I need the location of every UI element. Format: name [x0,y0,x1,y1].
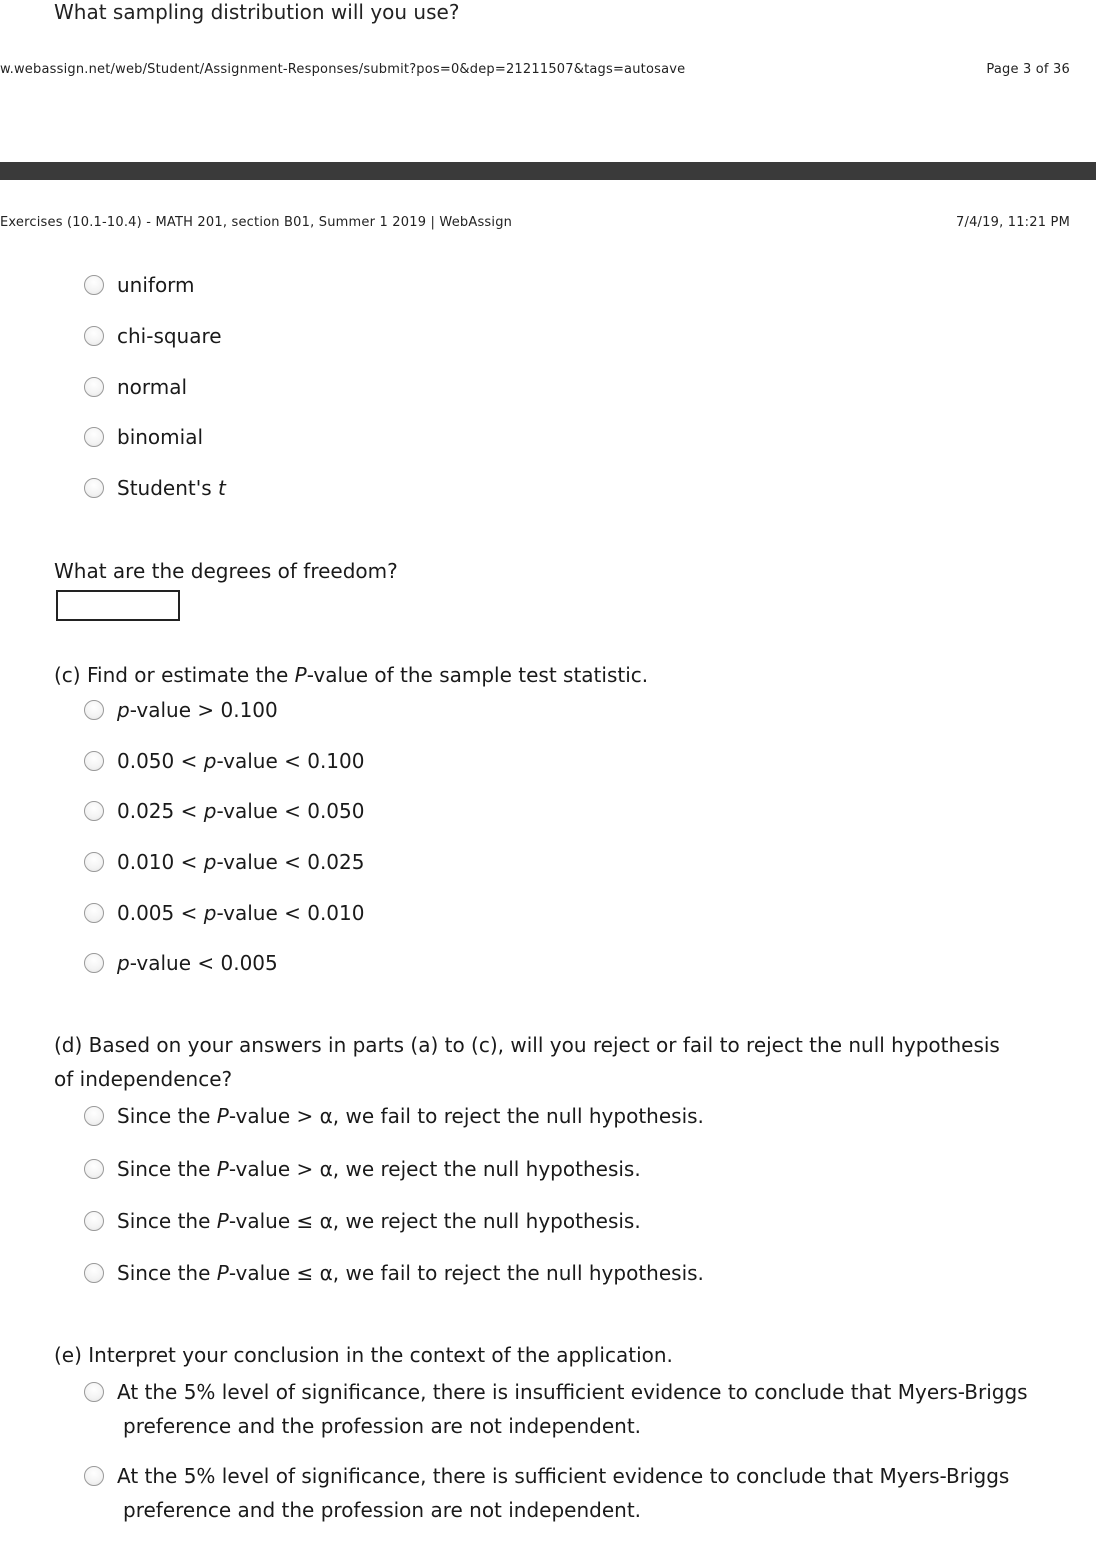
option-label: Since the P-value ≤ α, we fail to reject the null hypothesis. [117,1261,704,1285]
radio-button[interactable] [84,1263,104,1283]
option-label: 0.010 < p-value < 0.025 [117,850,365,874]
radio-button[interactable] [84,326,104,346]
option-label: chi-square [117,324,222,348]
sampling-distribution-question: What sampling distribution will you use? [54,0,460,24]
option-label: At the 5% level of significance, there is sufficient evidence to conclude that Myers-Briggs preference and the profession are not independent. [117,1464,1010,1522]
page-number: Page 3 of 36 [986,62,1070,77]
radio-button[interactable] [84,751,104,771]
degrees-of-freedom-input[interactable] [56,590,180,621]
radio-button[interactable] [84,275,104,295]
part-d-question-line-2: of independence? [54,1067,233,1091]
print-url: w.webassign.net/web/Student/Assignment-Responses/submit?pos=0&dep=21211507&tags=autosave [0,62,686,77]
print-datetime: 7/4/19, 11:21 PM [956,215,1070,230]
print-title: Exercises (10.1-10.4) - MATH 201, section B01, Summer 1 2019 | WebAssign [0,215,513,230]
part-e-question: (e) Interpret your conclusion in the context of the application. [54,1343,673,1367]
page-separator-bar [0,162,1096,180]
radio-button[interactable] [84,903,104,923]
part-c-question: (c) Find or estimate the P-value of the sample test statistic. [54,663,649,687]
radio-button[interactable] [84,1159,104,1179]
option-label: 0.005 < p-value < 0.010 [117,901,365,925]
option-label: Since the P-value > α, we reject the null hypothesis. [117,1157,641,1181]
option-label: p-value > 0.100 [117,698,278,722]
radio-button[interactable] [84,852,104,872]
radio-button[interactable] [84,1211,104,1231]
radio-button[interactable] [84,801,104,821]
option-label: binomial [117,425,204,449]
option-label: normal [117,375,188,399]
option-label: Since the P-value ≤ α, we reject the null hypothesis. [117,1209,641,1233]
radio-button[interactable] [84,1466,104,1486]
option-label: At the 5% level of significance, there is insufficient evidence to conclude that Myers-Briggs preference and the profession are not independent. [117,1380,1028,1438]
degrees-of-freedom-question: What are the degrees of freedom? [54,559,398,583]
option-label: Since the P-value > α, we fail to reject the null hypothesis. [117,1104,704,1128]
option-label: 0.025 < p-value < 0.050 [117,799,365,823]
option-label: uniform [117,273,195,297]
radio-button[interactable] [84,700,104,720]
option-label: p-value < 0.005 [117,951,278,975]
radio-button[interactable] [84,1382,104,1402]
option-label: 0.050 < p-value < 0.100 [117,749,365,773]
radio-button[interactable] [84,427,104,447]
radio-button[interactable] [84,478,104,498]
radio-button[interactable] [84,1106,104,1126]
part-d-question-line-1: (d) Based on your answers in parts (a) to (c), will you reject or fail to reject the null hypothesis [54,1033,1000,1057]
radio-button[interactable] [84,953,104,973]
radio-button[interactable] [84,377,104,397]
option-label: Student's t [117,476,226,500]
